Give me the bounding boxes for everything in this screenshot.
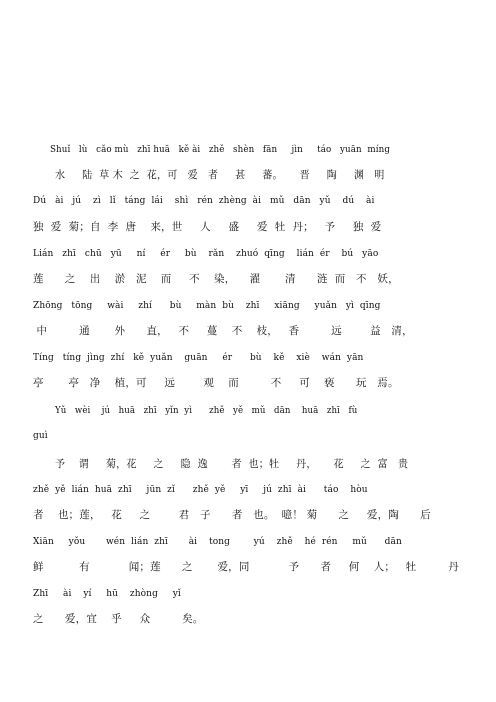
hanzi-line-3: 莲 之 出 淤 泥 而 不 染， 濯 清 涟 而 不 妖， xyxy=(33,273,399,285)
pinyin-line-4: Zhōng tōng wài zhí bù màn bù zhī xiāng yuǎn yì qīng xyxy=(33,301,381,311)
pinyin-line-1: Shuǐ lù cǎo mù zhī huā kě ài zhě shèn fān jìn táo yuān míng xyxy=(50,145,391,155)
pinyin-line-6b: guì xyxy=(33,431,48,441)
pinyin-line-8: Xiān yǒu wén lián zhī ài tong yú zhě hé rén mǔ dān xyxy=(33,537,402,547)
hanzi-line-8: 鲜 有 闻；莲 之 爱，同 予 者 何 人； 牡 丹 xyxy=(33,561,459,573)
pinyin-line-5: Tíng tíng jìng zhí kě yuǎn guān ér bù kě xiè wán yān xyxy=(33,353,364,363)
pinyin-line-9: Zhī ài yí hū zhòng yǐ xyxy=(33,589,181,599)
pinyin-line-6: Yǔ wèi jú huā zhī yǐn yì zhě yě mǔ dān huā zhī fù xyxy=(55,406,358,416)
hanzi-line-9: 之 爱，宜 乎 众 矣。 xyxy=(33,613,204,625)
hanzi-line-4: 中 通 外 直， 不 蔓 不 枝， 香 远 益 清， xyxy=(33,325,413,337)
hanzi-line-6: 予 谓 菊，花 之 隐 逸 者 也；牡 丹， 花 之 富 贵 xyxy=(55,458,409,470)
pinyin-line-3: Lián zhī chū yū ní ér bù rǎn zhuó qīng lián ér bú yāo xyxy=(33,249,379,259)
pinyin-line-2: Dú ài jú zì lǐ táng lái shì rén zhèng ài mǔ dān yǔ dú ài xyxy=(33,196,375,206)
hanzi-line-7: 者 也；莲， 花 之 君 子 者 也。 噫！ 菊 之 爱，陶 后 xyxy=(33,509,431,521)
pinyin-line-7: zhě yě lián huā zhī jūn zǐ zhě yě yī jú zhī ài táo hòu xyxy=(33,485,368,495)
hanzi-line-1: 水 陆 草 木 之 花，可 爱 者 甚 蕃。 晋 陶 渊 明 xyxy=(55,169,385,181)
hanzi-line-5: 亭 亭 净 植，可 远 观 而 不 可 亵 玩 焉。 xyxy=(33,377,399,389)
hanzi-line-2: 独 爱 菊；自 李 唐 来，世 人 盛 爱 牡 丹； 予 独 爱 xyxy=(33,221,382,233)
